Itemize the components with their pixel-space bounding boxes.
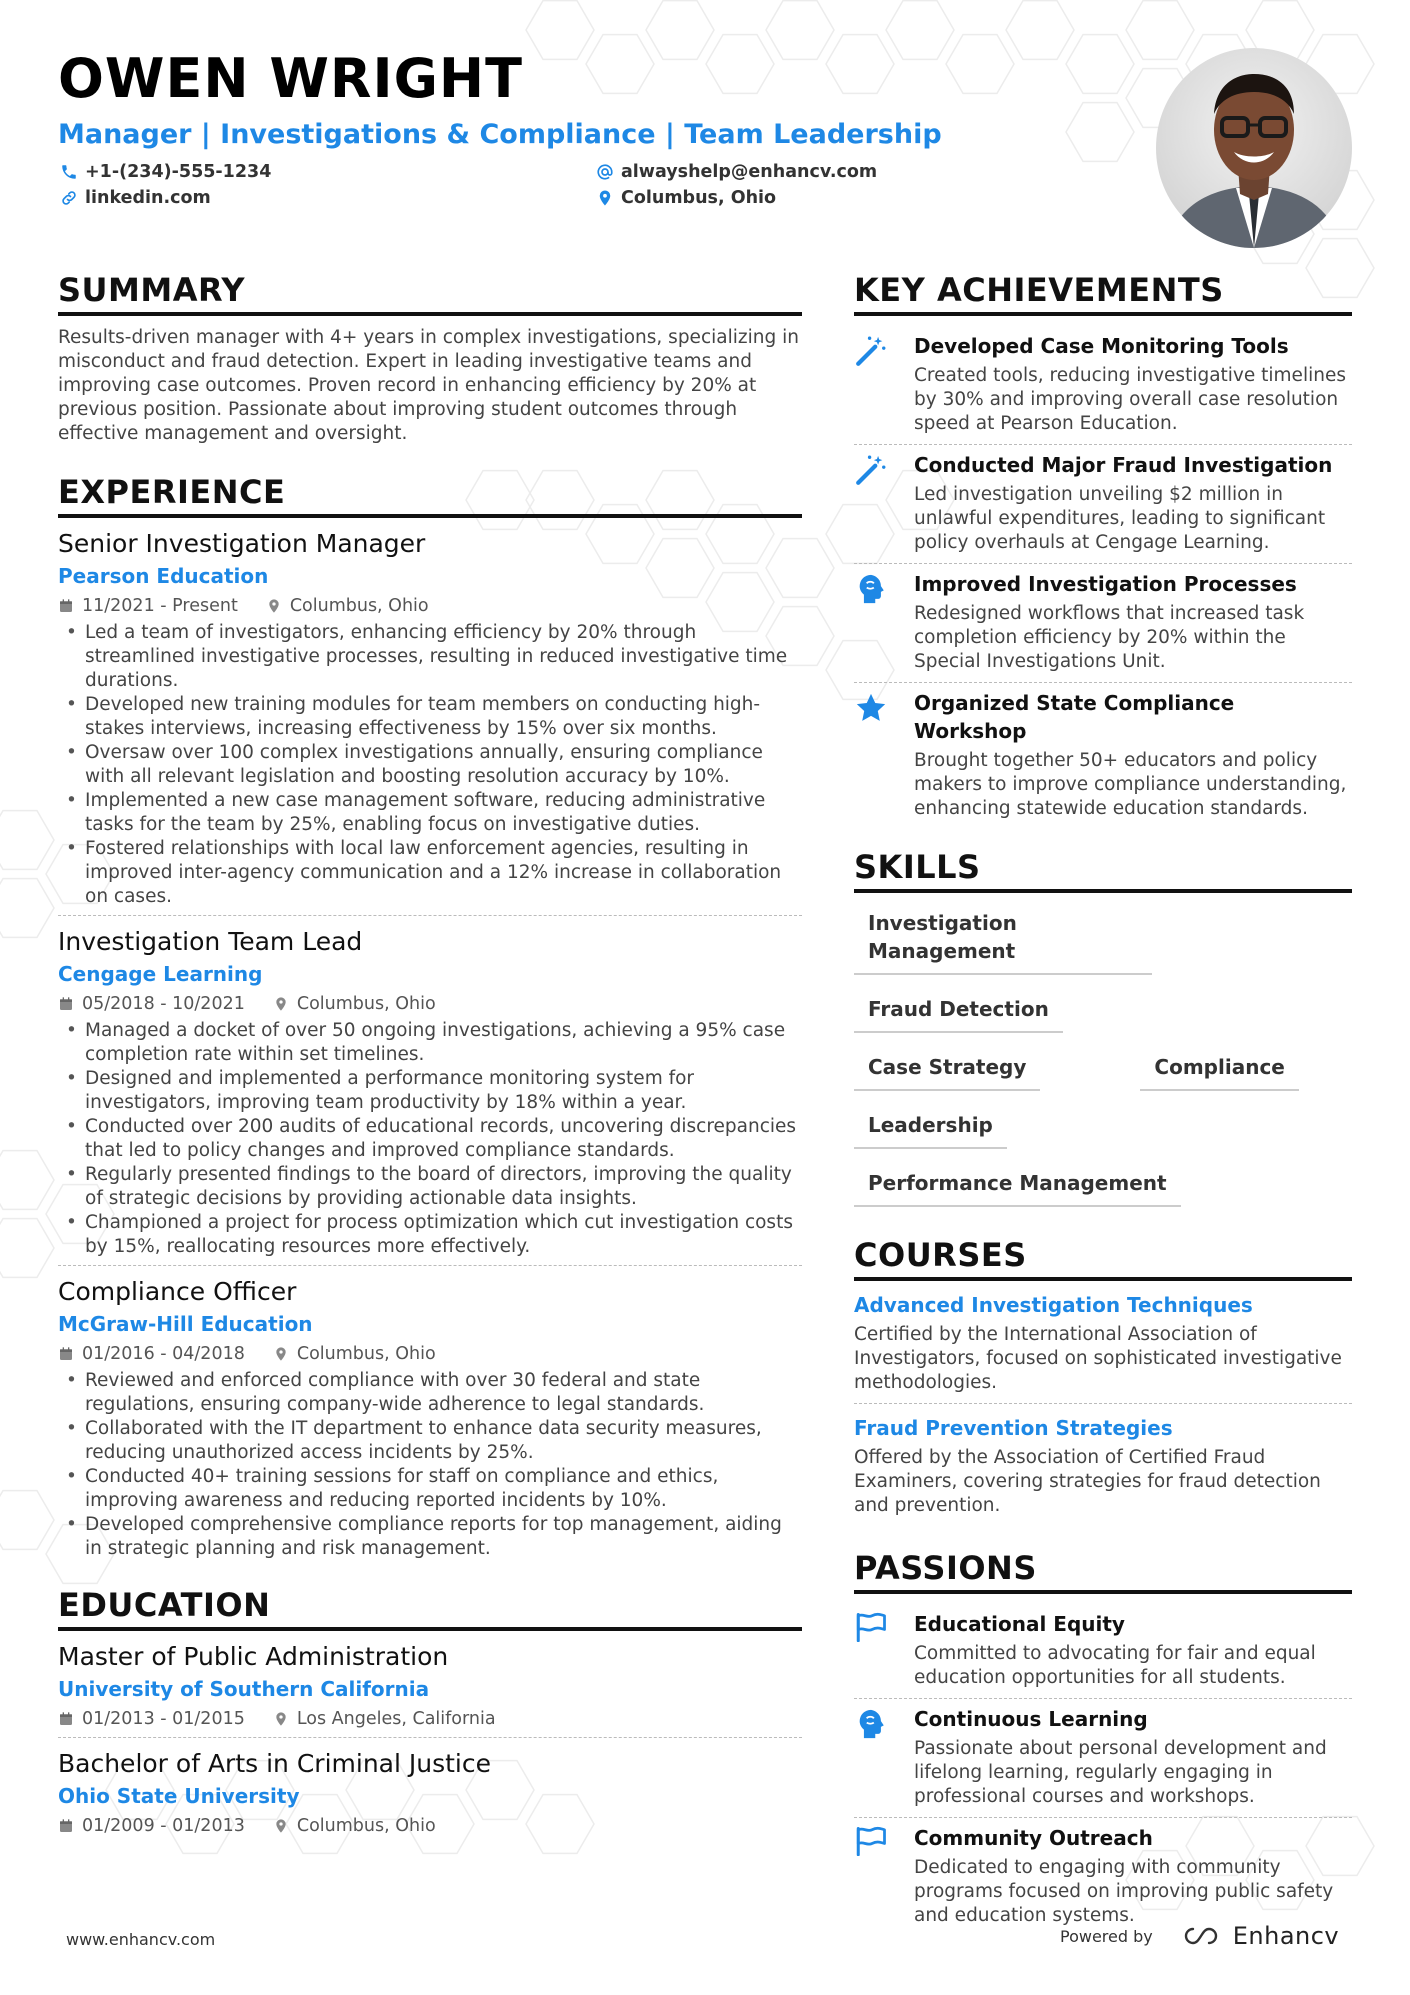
magic-wand-icon	[854, 334, 888, 368]
course-desc: Certified by the International Association of Investigators, focused on sophisticated investigative methodologies.	[854, 1324, 1342, 1393]
company-name[interactable]: McGraw-Hill Education	[58, 1312, 313, 1336]
job-dates: 11/2021 - Present	[82, 596, 238, 616]
education-meta	[58, 1707, 802, 1731]
linkedin-text: linkedin.com	[85, 188, 211, 208]
education-location: Columbus, Ohio	[296, 1816, 436, 1836]
location-contact	[596, 186, 776, 210]
calendar-icon	[58, 598, 74, 614]
star-icon	[854, 691, 888, 725]
education-item	[58, 1641, 802, 1738]
experience-heading: EXPERIENCE	[58, 472, 802, 518]
location-pin-icon	[596, 189, 614, 207]
bullet-item: • Developed new training modules for team members on conducting high-stakes interviews, increasing effectiveness by 15% over six months.	[58, 693, 802, 741]
passion-desc: Dedicated to engaging with community programs focused on improving public safety and education systems.	[914, 1857, 1334, 1926]
head-brain-icon	[854, 572, 888, 606]
achievement-title: Conducted Major Fraud Investigation	[914, 453, 1333, 477]
footer-branding	[1060, 1922, 1339, 1950]
flag-icon	[854, 1612, 890, 1642]
course-item	[854, 1414, 1352, 1526]
profile-photo	[1156, 48, 1352, 248]
right-column	[854, 270, 1352, 1936]
skill-tag: Case Strategy	[854, 1047, 1040, 1091]
calendar-icon	[58, 1711, 74, 1727]
education-meta	[58, 1814, 802, 1838]
education-dates: 01/2013 - 01/2015	[82, 1709, 245, 1729]
company-name[interactable]: Pearson Education	[58, 564, 269, 588]
job-bullets	[58, 621, 802, 909]
passion-item	[854, 1818, 1352, 1936]
achievement-item	[854, 683, 1352, 829]
passions-heading: PASSIONS	[854, 1548, 1352, 1594]
bullet-item: • Collaborated with the IT department to enhance data security measures, reducing unauthorized access incidents by 25%.	[58, 1417, 802, 1465]
achievement-title: Developed Case Monitoring Tools	[914, 334, 1289, 358]
degree-title: Bachelor of Arts in Criminal Justice	[58, 1749, 491, 1778]
job-title: Senior Investigation Manager	[58, 529, 426, 558]
job-location: Columbus, Ohio	[296, 1344, 436, 1364]
school-name[interactable]: University of Southern California	[58, 1677, 430, 1701]
passion-desc: Passionate about personal development and lifelong learning, regularly engaging in professional courses and workshops.	[914, 1738, 1327, 1807]
passion-title: Continuous Learning	[914, 1707, 1148, 1731]
experience-item	[58, 926, 802, 1266]
skill-tag: Compliance	[1140, 1047, 1298, 1091]
bullet-item: • Designed and implemented a performance monitoring system for investigators, improving team productivity by 18% within a year.	[58, 1067, 802, 1115]
achievement-item	[854, 445, 1352, 564]
achievement-item	[854, 564, 1352, 683]
skill-tag: Performance Management	[854, 1163, 1181, 1207]
job-location: Columbus, Ohio	[289, 596, 429, 616]
location-pin-icon	[273, 1711, 289, 1727]
candidate-name: OWEN WRIGHT	[58, 47, 523, 110]
experience-item	[58, 1276, 802, 1567]
bullet-item: • Conducted 40+ training sessions for staff on compliance and ethics, improving awareness and reducing reported incidents by 10%.	[58, 1465, 802, 1513]
link-icon	[60, 189, 78, 207]
courses-section	[854, 1235, 1352, 1526]
contact-info	[58, 160, 878, 216]
experience-item	[58, 528, 802, 916]
job-meta	[58, 594, 802, 618]
bullet-item: • Led a team of investigators, enhancing efficiency by 20% through streamlined investigative processes, resulting in reduced investigative time durations.	[58, 621, 802, 693]
education-dates: 01/2009 - 01/2013	[82, 1816, 245, 1836]
job-title: Investigation Team Lead	[58, 927, 363, 956]
bullet-item: • Managed a docket of over 50 ongoing investigations, achieving a 95% case completion rate within set timelines.	[58, 1019, 802, 1067]
calendar-icon	[58, 1818, 74, 1834]
job-title: Compliance Officer	[58, 1277, 297, 1306]
course-title[interactable]: Fraud Prevention Strategies	[854, 1416, 1173, 1440]
bullet-item: • Reviewed and enforced compliance with over 30 federal and state regulations, ensuring company-wide adherence to legal standards.	[58, 1369, 802, 1417]
email-text: alwayshelp@enhancv.com	[621, 162, 878, 182]
course-item	[854, 1291, 1352, 1404]
location-pin-icon	[266, 598, 282, 614]
achievement-desc: Brought together 50+ educators and policy makers to improve compliance understanding, enhancing statewide education standards.	[914, 750, 1347, 819]
summary-text: Results-driven manager with 4+ years in complex investigations, specializing in misconduct and fraud detection. Expert in leading investigative teams and improving case outcomes. Proven record in enhancing efficiency by 20% at previous position. Passionate about improving student outcomes through effective management and oversight.	[58, 327, 799, 444]
education-section	[58, 1585, 802, 1844]
footer-website-link[interactable]: www.enhancv.com	[66, 1930, 216, 1949]
degree-title: Master of Public Administration	[58, 1642, 449, 1671]
location-pin-icon	[273, 1346, 289, 1362]
enhancv-brand-name[interactable]: Enhancv	[1232, 1922, 1340, 1950]
passion-title: Educational Equity	[914, 1612, 1125, 1636]
passions-section	[854, 1548, 1352, 1936]
bullet-item: • Oversaw over 100 complex investigations annually, ensuring compliance with all relevant legislation and boosting resolution accuracy by 10%.	[58, 741, 802, 789]
passion-item	[854, 1604, 1352, 1699]
skill-tag: Fraud Detection	[854, 989, 1063, 1033]
profile-photo-illustration	[1156, 48, 1352, 248]
summary-heading: SUMMARY	[58, 270, 802, 316]
job-bullets	[58, 1369, 802, 1561]
job-bullets	[58, 1019, 802, 1259]
skill-tag: Investigation Management	[854, 903, 1152, 975]
location-text: Columbus, Ohio	[621, 188, 777, 208]
summary-section	[58, 270, 802, 446]
job-dates: 01/2016 - 04/2018	[82, 1344, 245, 1364]
achievement-item	[854, 326, 1352, 445]
passion-title: Community Outreach	[914, 1826, 1153, 1850]
achievement-desc: Redesigned workflows that increased task completion efficiency by 20% within the Special Investigations Unit.	[914, 603, 1305, 672]
course-desc: Offered by the Association of Certified Fraud Examiners, covering strategies for fraud detection and prevention.	[854, 1447, 1321, 1516]
linkedin-contact[interactable]	[60, 186, 211, 210]
achievements-section	[854, 270, 1352, 829]
bullet-item: • Conducted over 200 audits of educational records, uncovering discrepancies that led to policy changes and improved compliance standards.	[58, 1115, 802, 1163]
email-contact[interactable]	[596, 160, 877, 184]
courses-heading: COURSES	[854, 1235, 1352, 1281]
achievements-heading: KEY ACHIEVEMENTS	[854, 270, 1352, 316]
job-location: Columbus, Ohio	[296, 994, 436, 1014]
achievement-title: Organized State Compliance Workshop	[914, 691, 1235, 743]
company-name[interactable]: Cengage Learning	[58, 962, 263, 986]
experience-section	[58, 472, 802, 1567]
job-meta	[58, 992, 802, 1016]
calendar-icon	[58, 996, 74, 1012]
calendar-icon	[58, 1346, 74, 1362]
at-sign-icon	[596, 163, 614, 181]
phone-icon	[60, 163, 78, 181]
education-location: Los Angeles, California	[296, 1709, 496, 1729]
phone-text: +1-(234)-555-1234	[85, 162, 272, 182]
bullet-item: • Championed a project for process optimization which cut investigation costs by 15%, reallocating resources more effectively.	[58, 1211, 802, 1259]
education-heading: EDUCATION	[58, 1585, 802, 1631]
skills-list	[854, 903, 1352, 1221]
achievement-title: Improved Investigation Processes	[914, 572, 1297, 596]
achievement-desc: Created tools, reducing investigative timelines by 30% and improving overall case resolution speed at Pearson Education.	[914, 365, 1346, 434]
enhancv-logo-icon	[1179, 1924, 1223, 1948]
passion-desc: Committed to advocating for fair and equal education opportunities for all students.	[914, 1643, 1316, 1688]
job-meta	[58, 1342, 802, 1366]
powered-by-label: Powered by	[1060, 1926, 1153, 1946]
education-item	[58, 1748, 802, 1844]
bullet-item: • Regularly presented findings to the board of directors, improving the quality of strategic decisions by providing actionable data insights.	[58, 1163, 802, 1211]
bullet-item: • Fostered relationships with local law enforcement agencies, resulting in improved inter-agency communication and a 12% increase in collaboration on cases.	[58, 837, 802, 909]
school-name[interactable]: Ohio State University	[58, 1784, 300, 1808]
course-title[interactable]: Advanced Investigation Techniques	[854, 1293, 1253, 1317]
flag-icon	[854, 1826, 890, 1856]
passion-item	[854, 1699, 1352, 1818]
bullet-item: • Developed comprehensive compliance reports for top management, aiding in strategic planning and risk management.	[58, 1513, 802, 1561]
location-pin-icon	[273, 996, 289, 1012]
candidate-title: Manager | Investigations & Compliance | Team Leadership	[58, 119, 942, 150]
skill-tag: Leadership	[854, 1105, 1007, 1149]
left-column	[58, 270, 802, 1854]
phone-contact[interactable]	[60, 160, 271, 184]
magic-wand-icon	[854, 453, 888, 487]
head-brain-icon	[854, 1707, 888, 1741]
job-dates: 05/2018 - 10/2021	[82, 994, 245, 1014]
bullet-item: • Implemented a new case management software, reducing administrative tasks for the team by 25%, enabling focus on investigative duties.	[58, 789, 802, 837]
achievement-desc: Led investigation unveiling $2 million in unlawful expenditures, leading to significant policy overhauls at Cengage Learning.	[914, 484, 1326, 553]
location-pin-icon	[273, 1818, 289, 1834]
skills-section	[854, 847, 1352, 1221]
skills-heading: SKILLS	[854, 847, 1352, 893]
resume-header	[58, 47, 942, 216]
